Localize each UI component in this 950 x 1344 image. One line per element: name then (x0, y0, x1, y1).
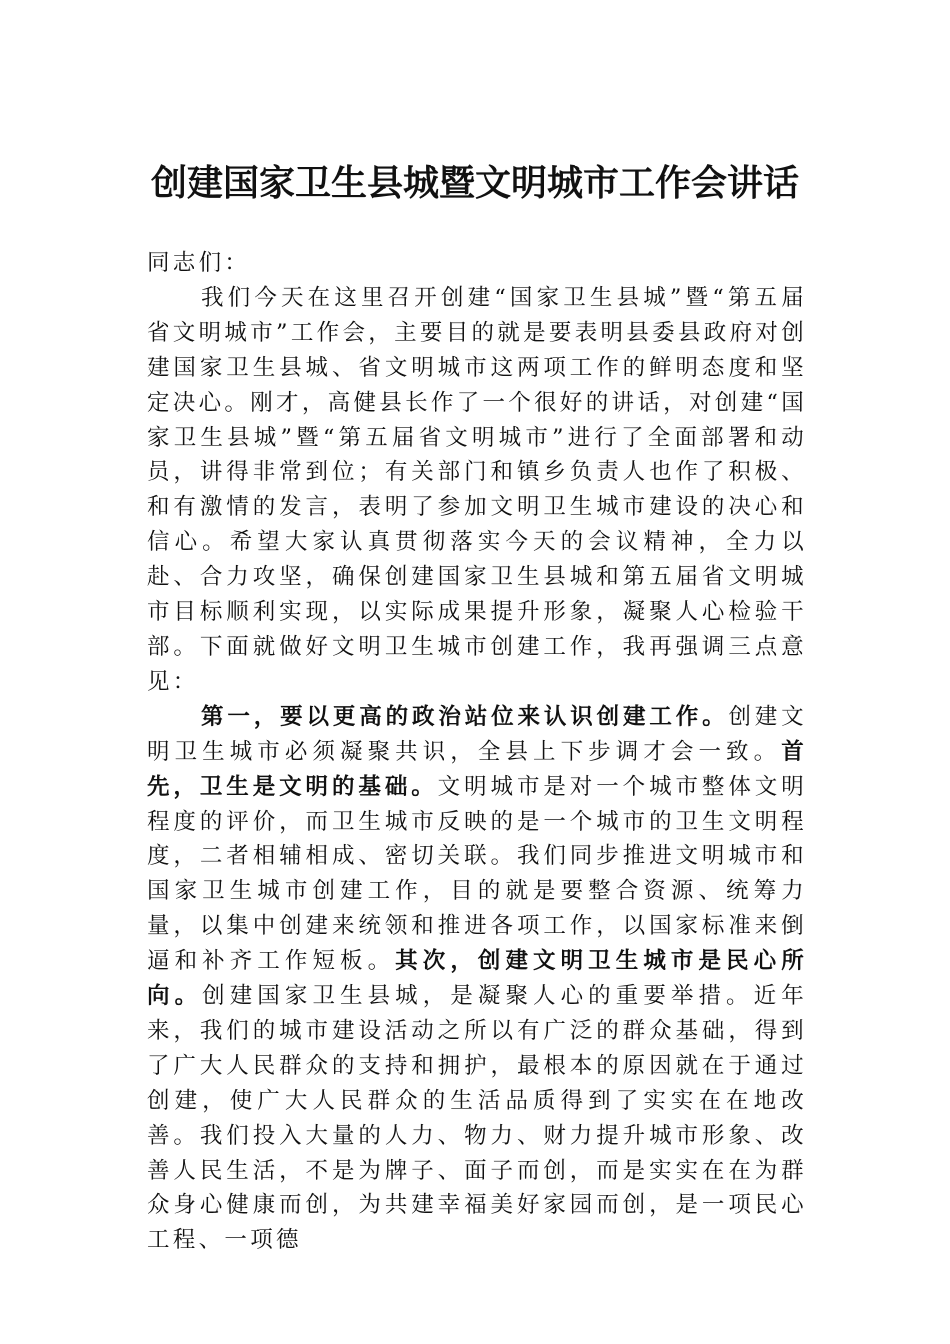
paragraph-text: 创建国家卫生县城，是凝聚人心的重要举措。近年来，我们的城市建设活动之所以有广泛的群众基础，得到了广大人民群众的支持和拥护，最根本的原因就在于通过创建，使广大人民群众的生活品质得到了实实在在地改善。我们投入大量的人力、物力、财力提升城市形象、改善人民生活，不是为牌子、面子而创，而是实实在在为群众身心健康而创，为共建幸福美好家园而创，是一项民心工程、一项德 (147, 983, 807, 1254)
point-heading: 第一，要以更高的政治站位来认识创建工作。 (201, 703, 729, 730)
sub-point-first: 首先，卫生是文明的基础。 (147, 738, 807, 800)
document-title: 创建国家卫生县城暨文明城市工作会讲话 (150, 162, 799, 204)
paragraph-text: 文明城市是对一个城市整体文明程度的评价，而卫生城市反映的是一个城市的卫生文明程度，二者相辅相成、密切关联。我们同步推进文明城市和国家卫生城市创建工作，目的就是要整合资源、统筹力量，以集中创建来统领和推进各项工作，以国家标准来倒逼和补齐工作短板。 (147, 773, 807, 975)
paragraph-opening: 我们今天在这里召开创建“国家卫生县城”暨“第五届省文明城市”工作会，主要目的就是要表明县委县政府对创建国家卫生县城、省文明城市这两项工作的鲜明态度和坚定决心。刚才，高健县长作了一个很好的讲话，对创建“国家卫生县城”暨“第五届省文明城市”进行了全面部署和动员，讲得非常到位；有关部门和镇乡负责人也作了积极、和有激情的发言，表明了参加文明卫生城市建设的决心和信心。希望大家认真贯彻落实今天的会议精神，全力以赴、合力攻坚，确保创建国家卫生县城和第五届省文明城市目标顺利实现，以实际成果提升形象，凝聚人心检验干部。下面就做好文明卫生城市创建工作，我再强调三点意见： (147, 284, 807, 695)
paragraph-first-point (147, 700, 807, 1259)
paragraph-text: 创建文明卫生城市必须凝聚共识，全县上下步调才会一致。 (147, 703, 807, 765)
document-body (147, 246, 807, 1258)
salutation: 同志们： (147, 250, 251, 276)
sub-point-second: 其次，创建文明卫生城市是民心所向。 (147, 948, 807, 1010)
